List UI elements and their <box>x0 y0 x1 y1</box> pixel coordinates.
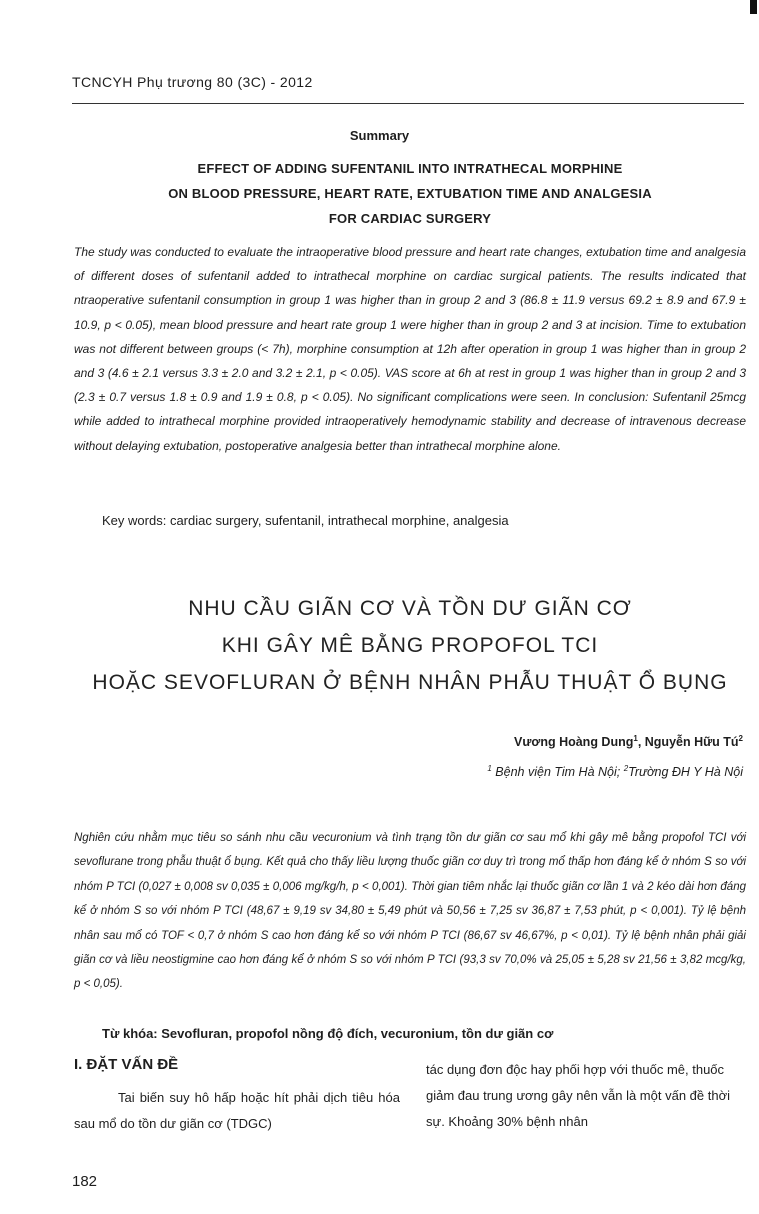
body-paragraph: Tai biến suy hô hấp hoặc hít phải dịch tiêu hóa sau mổ do tồn dư giãn cơ (TDGC) <box>74 1090 400 1131</box>
vietnamese-title-line: HOẶC SEVOFLURAN Ở BỆNH NHÂN PHẪU THUẬT Ổ BỤNG <box>92 671 728 694</box>
author-name: Nguyễn Hữu Tú <box>644 735 739 750</box>
vietnamese-keywords-label: Từ khóa: <box>102 1026 158 1041</box>
english-title <box>60 156 759 231</box>
authors <box>514 734 743 749</box>
affiliation-mark: 2 <box>623 764 629 773</box>
affiliations <box>487 764 743 779</box>
vietnamese-keywords <box>102 1026 553 1041</box>
page-number: 182 <box>72 1173 98 1190</box>
body-column-right <box>426 1057 750 1135</box>
english-title-line: ON BLOOD PRESSURE, HEART RATE, EXTUBATION TIME AND ANALGESIA <box>168 186 652 201</box>
vietnamese-abstract: Nghiên cứu nhằm mục tiêu so sánh nhu cầu vecuronium và tình trạng tồn dư giãn cơ sau mổ khi gây mê bằng propofol TCI với sevoflurane trong phẫu thuật ổ bụng. Kết quả cho thấy liều lượng thuốc giãn cơ duy trì trong mổ thấp hơn đáng kể ở nhóm S so với nhóm P TCI (0,027 ± 0,008 sv 0,035 ± 0,006 mg/kg/h, p < 0,001). Thời gian tiêm nhắc lại thuốc giãn cơ lần 1 và 2 kéo dài hơn đáng kể ở nhóm S so với nhóm P TCI (48,67 ± 9,19 sv 34,80 ± 5,49 phút và 50,56 ± 7,25 sv 36,87 ± 7,53 phút, p < 0,001). Tỷ lệ bệnh nhân sau mổ có TOF < 0,7 ở nhóm S cao hơn đáng kể so với nhóm P TCI (86,67 sv 46,67%, p < 0,01). Tỷ lệ bệnh nhân phải giải giãn cơ và liều neostigmine cao hơn đáng kể ở nhóm S so với nhóm P TCI (93,3 sv 70,0% và 25,05 ± 5,28 sv 21,56 ± 3,82 mcg/kg, p < 0,05). <box>74 832 746 991</box>
affiliation-text: Trường ĐH Y Hà Nội <box>628 765 743 780</box>
header-rule <box>72 103 744 104</box>
author-affiliation-mark: 2 <box>738 734 743 743</box>
english-title-line: EFFECT OF ADDING SUFENTANIL INTO INTRATHECAL MORPHINE <box>197 161 623 176</box>
vietnamese-keywords-text: Sevofluran, propofol nồng độ đích, vecuronium, tồn dư giãn cơ <box>161 1026 554 1041</box>
affiliation-mark: 1 <box>487 764 492 773</box>
vietnamese-title-line: NHU CẦU GIÃN CƠ VÀ TỒN DƯ GIÃN CƠ <box>188 597 632 620</box>
english-keywords-text: cardiac surgery, sufentanil, intrathecal morphine, analgesia <box>169 513 509 528</box>
english-keywords <box>102 513 509 528</box>
english-title-line: FOR CARDIAC SURGERY <box>328 211 492 226</box>
author-affiliation-mark: 1 <box>633 734 638 743</box>
author-name: Vương Hoàng Dung <box>514 735 634 750</box>
vietnamese-title-line: KHI GÂY MÊ BẰNG PROPOFOL TCI <box>221 634 599 657</box>
body-column-left <box>74 1085 400 1137</box>
scan-edge-mark <box>750 0 757 14</box>
author-separator: , <box>637 735 645 750</box>
summary-heading: Summary <box>349 128 410 143</box>
affiliation-text: Bệnh viện Tim Hà Nội; <box>491 765 624 780</box>
english-abstract: The study was conducted to evaluate the intraoperative blood pressure and heart rate changes, extubation time and analgesia of different doses of sufentanil added to intrathecal morphine on cardiac surgical patients. The results indicated that ntraoperative sufentanil consumption in group 1 was higher than in group 2 and 3 (86.8 ± 11.9 versus 69.2 ± 8.9 and 67.9 ± 10.9, p < 0.05), mean blood pressure and heart rate group 1 were higher than in group 2 and 3 at incision. Time to extubation was not different between groups (< 7h), morphine consumption at 12h after operation in group 1 was higher than in group 2 and 3 (4.6 ± 2.1 versus 3.3 ± 2.0 and 3.2 ± 2.1, p < 0.05). VAS score at 6h at rest in group 1 was higher than in group 2 and 3 (2.3 ± 0.7 versus 1.8 ± 0.9 and 1.9 ± 0.8, p < 0.05). No significant complications were seen. In conclusion: Sufentanil 25mcg while added to intrathecal morphine provided intraoperatively hemodynamic stability and decrease of intravenous decrease without delaying extubation, postoperative analgesia better than intrathecal morphine alone. <box>74 245 746 453</box>
journal-header: TCNCYH Phụ trương 80 (3C) - 2012 <box>72 74 313 90</box>
body-paragraph: tác dụng đơn độc hay phối hợp với thuốc mê, thuốc giảm đau trung ương gây nên vẫn là một vấn đề thời sự. Khoảng 30% bệnh nhân <box>426 1062 730 1129</box>
vietnamese-title <box>40 590 759 701</box>
english-keywords-label: Key words: <box>102 513 167 528</box>
section-heading: I. ĐẶT VẤN ĐỀ <box>74 1056 179 1073</box>
